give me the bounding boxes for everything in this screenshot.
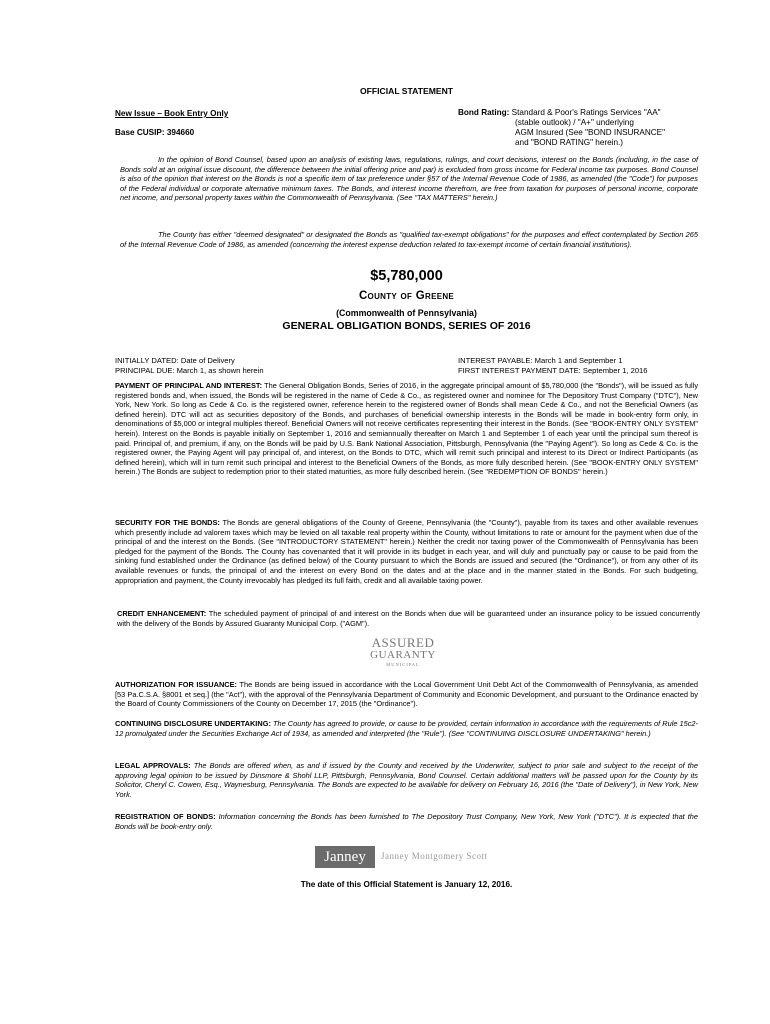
tax-opinion (120, 155, 698, 203)
assured-logo-line3: MUNICIPAL (386, 662, 420, 667)
dating-info (115, 356, 264, 376)
registration-text: Information concerning the Bonds has been furnished to The Depository Trust Company, New York, New York ("DTC"). It is expected that the Bonds will be book-entry only. (115, 812, 698, 831)
base-cusip: Base CUSIP: 394660 (115, 128, 195, 137)
security-text: The Bonds are general obligations of the County of Greene, Pennsylvania (the "County"), payable from its taxes and other available revenues which presently include ad valorem taxes which may be levied on all taxable real property within the County, without limitations to rate or amount for the payment when due of the principal of and the interest on the Bonds. (See "INTRODUCTORY STATEMENT" herein.) Neither the credit nor taxing power of the Commonwealth of Pennsylvania has been pledged for the payment of the Bonds. The County has covenanted that it will provide in its budget in each year, and will duly and punctually pay or cause to be paid from the sinking fund established under the Ordinance (as defined below) of the County pursuant to which the Bonds are issued and secured (the "Ordinance"), or from any other of its available revenues or funds, the principal of and the interest on every Bond on the dates and at the place and in the manner stated in the Bonds. For such budgeting, appropriation and payment, the County irrevocably has pledged its full faith, credit and all available taxing power. (115, 518, 698, 585)
authorization-text: The Bonds are being issued in accordance with the Local Government Unit Debt Act of the Commonwealth of Pennsylvania, as amended [53 Pa.C.S.A. §8001 et seq.] (the "Act"), with the approval of the Pennsylvania Department of Community and Economic Development, and pursuant to the Ordinance enacted by the Board of County Commissioners of the County on December 17, 2015 (the "Ordinance"). (115, 680, 698, 709)
bond-rating-label: Bond Rating: (458, 108, 510, 117)
first-interest-date: FIRST INTEREST PAYMENT DATE: September 1, 2016 (458, 366, 648, 375)
issuer-name: County of Greene (358, 290, 455, 302)
continuing-disclosure-section (115, 719, 698, 738)
bond-rating-line4: and "BOND RATING" herein.) (515, 138, 624, 147)
janney-name: Janney Montgomery Scott (381, 851, 488, 861)
statement-date: The date of this Official Statement is January 12, 2016. (300, 880, 513, 889)
assured-logo-line2: GUARANTY (370, 649, 436, 661)
authorization-section (115, 680, 698, 709)
credit-section (117, 609, 700, 628)
principal-due: PRINCIPAL DUE: March 1, as shown herein (115, 366, 264, 375)
registration-section (115, 812, 698, 831)
document-title: OFFICIAL STATEMENT (359, 86, 454, 96)
payment-text: The General Obligation Bonds, Series of 2016, in the aggregate principal amount of $5,780,000 (the "Bonds"), will be issued as fully registered bonds and, when issued, the Bonds will be registered in the name of Cede & Co., as registered owner and nominee for The Depository Trust Company ("DTC"), New York, New York. So long as Cede & Co. is the registered owner, reference herein to the registered owner of Bonds shall mean Cede & Co., and not the Beneficial Owners (as defined herein). DTC will act as securities depository of the Bonds, and purchases of beneficial ownership interests in the Bonds will be made in book-entry form only, in denominations of $5,000 or integral multiples thereof. Beneficial Owners will not receive certificates representing their interest in the Bonds. (See "BOOK-ENTRY ONLY SYSTEM" herein). Interest on the Bonds is payable initially on September 1, 2016 and semiannually thereafter on March 1 and September 1 of each year until the principal sum thereof is paid. Principal of, and premium, if any, on the Bonds will be paid by U.S. Bank National Association, Pittsburgh, Pennsylvania (the "Paying Agent"). So long as Cede & Co. is the registered owner, the Paying Agent will pay principal of, and interest, on the Bonds to DTC, which will remit such principal and interest to its Direct or Indirect Participants (as defined herein), which will in turn remit such principal and interest to the Beneficial Owners of the Bonds, as more fully described herein. (See "BOOK-ENTRY ONLY SYSTEM" herein.) The Bonds are subject to redemption prior to their stated maturities, as more fully described herein. (See "REDEMPTION OF BONDS" herein.) (115, 381, 699, 477)
bond-rating-line3: AGM Insured (See "BOND INSURANCE" (515, 128, 666, 137)
continuing-disclosure-heading: CONTINUING DISCLOSURE UNDERTAKING: (115, 719, 271, 728)
legal-approvals-heading: LEGAL APPROVALS: (115, 761, 191, 770)
tax-opinion-text: In the opinion of Bond Counsel, based upon an analysis of existing laws, regulations, rulings, and court decisions, interest on the Bonds (including, in the case of Bonds sold at an original issue discount, the difference between the initial offering price and par) is excluded from gross income for Federal income tax purposes. Bond Counsel is also of the opinion that interest on the Bonds is not a specific item of tax preference under §57 of the Internal Revenue Code of 1986, as amended (the "Code") for purposes of the Federal individual or corporate alternative minimum taxes. The Bonds, and interest income therefrom, are free from taxation for purposes of personal income, corporate net income, and personal property taxes within the Commonwealth of Pennsylvania. (See "TAX MATTERS" herein.) (120, 155, 698, 203)
tax-exempt-designation (120, 230, 698, 249)
authorization-heading: AUTHORIZATION FOR ISSUANCE: (115, 680, 238, 689)
bond-rating-line2: (stable outlook) / "A+" underlying (515, 118, 634, 127)
bond-rating (458, 108, 665, 148)
bond-rating-line1: Standard & Poor's Ratings Services "AA" (511, 108, 661, 117)
security-heading: SECURITY FOR THE BONDS: (115, 518, 220, 527)
legal-approvals-section (115, 761, 698, 799)
payment-section (115, 381, 698, 477)
interest-info (458, 356, 647, 376)
legal-approvals-text: The Bonds are offered when, as and if issued by the County and received by the Underwriter, subject to prior sale and subject to the receipt of the approving legal opinion to be issued by Dinsmore & Shohl LLP, Pittsburgh, Pennsylvania, Bond Counsel. Certain additional matters will be passed upon for the County by its Solicitor, Cheryl C. Cowen, Esq., Waynesburg, Pennsylvania. The Bonds are expected to be available for delivery on February 16, 2016 (the "Date of Delivery"), in New York, New York. (115, 761, 698, 799)
janney-mark: Janney (315, 846, 375, 868)
assured-logo-line1: ASSURED (371, 635, 435, 650)
continuing-disclosure-text: The County has agreed to provide, or cause to be provided, certain information in accordance with the requirements of Rule 15c2-12 promulgated under the Securities Exchange Act of 1934, as amended and interpreted (the "Rule"). (See "CONTINUING DISCLOSURE UNDERTAKING" herein.) (115, 719, 699, 738)
issue-info (115, 108, 228, 138)
registration-heading: REGISTRATION OF BONDS: (115, 812, 216, 821)
designation-text: The County has either "deemed designated" or designated the Bonds as "qualified tax-exempt obligations" for the purposes and effect contemplated by Section 265 of the Internal Revenue Code of 1986, as amended (concerning the interest expense deduction related to tax-exempt income of certain financial institutions). (120, 230, 698, 249)
credit-heading: CREDIT ENHANCEMENT: (117, 609, 207, 618)
initially-dated: INITIALLY DATED: Date of Delivery (115, 356, 235, 365)
assured-guaranty-logo (363, 637, 443, 668)
principal-amount: $5,780,000 (370, 268, 443, 284)
interest-payable: INTEREST PAYABLE: March 1 and September 1 (458, 356, 623, 365)
janney-logo (315, 846, 495, 868)
payment-heading: PAYMENT OF PRINCIPAL AND INTEREST: (115, 381, 263, 390)
issue-type: New Issue – Book Entry Only (115, 109, 229, 118)
bond-series-title: GENERAL OBLIGATION BONDS, SERIES OF 2016 (282, 320, 531, 332)
credit-text: The scheduled payment of principal of and interest on the Bonds when due will be guaranteed under an insurance policy to be issued concurrently with the delivery of the Bonds by Assured Guaranty Municipal Corp. ("AGM"). (117, 609, 701, 628)
issuer-state: (Commonwealth of Pennsylvania) (336, 308, 477, 318)
security-section (115, 518, 698, 585)
